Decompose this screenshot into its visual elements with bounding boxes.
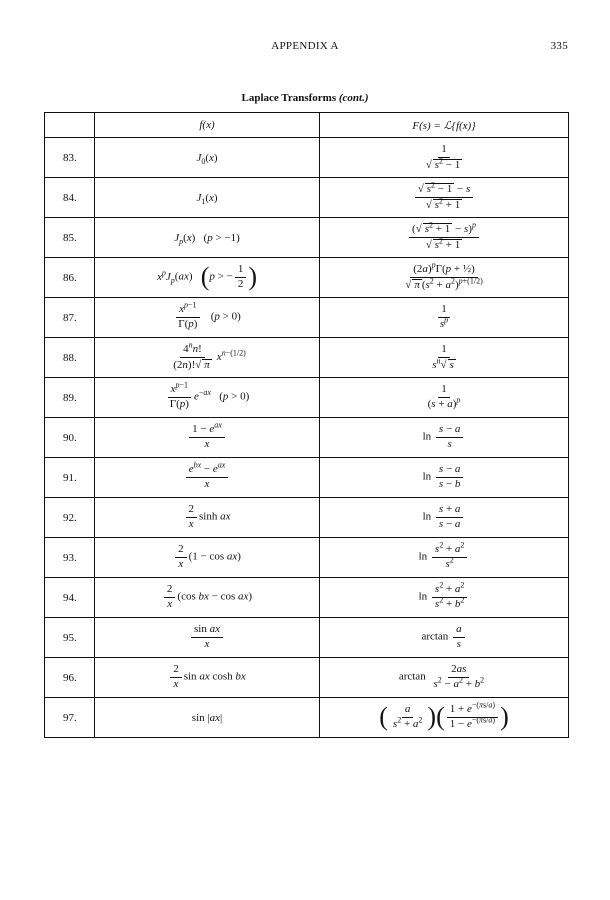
table-row [45,298,569,338]
row-number: 94. [45,578,95,618]
f-cell: $\frac{2}{x}$ (cos bx − cos ax) [95,578,320,618]
table-row [45,618,569,658]
f-cell: sin |ax| [95,698,320,738]
row-number: 86. [45,258,95,298]
f-cell: $\frac{4^nn!}{(2n)!√ \pi}$ $x^{n-(1/2)}$ [95,338,320,378]
f-cell: $\frac{x^{p-1}}{\Gamma(p)}$ (p > 0) [95,298,320,338]
page-number: 335 [550,40,568,52]
table-row [45,578,569,618]
table-row [45,178,569,218]
row-number: 88. [45,338,95,378]
F-cell: $\frac{1}{s^p}$ [320,298,569,338]
table-row [45,498,569,538]
table-row [45,658,569,698]
table-row [45,138,569,178]
table-header-row [45,113,569,138]
header-blank [45,113,95,138]
table-row [45,698,569,738]
row-number: 93. [45,538,95,578]
header-F: F(s) = ℒ{f(x)} [320,113,569,138]
f-cell: $\frac{2}{x}$ (1 − cos ax) [95,538,320,578]
running-title: APPENDIX A [271,40,339,52]
row-number: 91. [45,458,95,498]
row-number: 89. [45,378,95,418]
table-title-text: Laplace Transforms [241,92,337,104]
table-row [45,218,569,258]
F-cell: arctan $\frac{2as}{s^2 - a^2 + b^2}$ [320,658,569,698]
table-title-suffix: (cont.) [338,92,369,104]
F-cell: $(2a)^p\Gamma(p$ + ½) √ π $(s^2 + a^2)^{p+(1/2)}$ [320,258,569,298]
table-row [45,538,569,578]
f-cell: $\frac{e^{bx} - e^{ax}}{x}$ [95,458,320,498]
f-cell: $\frac{2}{x}$ sin ax cosh bx [95,658,320,698]
F-cell: ( $\frac{a}{s^2 + a^2}$ )( $\frac{1 + e^{-(\pi s/a)}}{1 - e^{-(\pi s/a)}}$ ) [320,698,569,738]
F-cell: (√ $s^2 + 1 - s)^p$ √ $s^2 + 1$ [320,218,569,258]
F-cell: ln $\frac{s - a}{s - b}$ [320,458,569,498]
F-cell: √ $s^2 - 1 - s$ √ $s^2 + 1$ [320,178,569,218]
F-cell: ln $\frac{s - a}{s}$ [320,418,569,458]
f-cell: $J_p(x) (p > -1)$ [95,218,320,258]
row-number: 90. [45,418,95,458]
f-cell: $x^pJ_p(ax) (p$ > − $\frac{1}{2}$ ) [95,258,320,298]
F-cell: ln $\frac{s + a}{s - a}$ [320,498,569,538]
row-number: 95. [45,618,95,658]
row-number: 83. [45,138,95,178]
row-number: 87. [45,298,95,338]
F-cell: ln $\frac{s^2 + a^2}{s^2 + b^2}$ [320,578,569,618]
F-cell: $\frac{1}{s^n√ s}$ [320,338,569,378]
row-number: 85. [45,218,95,258]
table-row [45,378,569,418]
row-number: 84. [45,178,95,218]
row-number: 92. [45,498,95,538]
f-cell: $\frac{x^{p-1}}{\Gamma(p)}$ $e^{-ax}$ (p > 0) [95,378,320,418]
F-cell: $\frac{1}{(s + a)^p}$ [320,378,569,418]
table-row [45,338,569,378]
table-row [45,258,569,298]
laplace-table [44,112,569,738]
row-number: 97. [45,698,95,738]
running-header [0,40,610,56]
F-cell: arctan $\frac{a}{s}$ [320,618,569,658]
F-cell: ln $\frac{s^2 + a^2}{s^2}$ [320,538,569,578]
F-cell: 1 √ $s^2 - 1$ [320,138,569,178]
f-cell: $\frac{\text{sin ax}}{x}$ [95,618,320,658]
header-f: f(x) [95,113,320,138]
f-cell: $J_0(x)$ [95,138,320,178]
f-cell: $\frac{2}{x}$ sinh ax [95,498,320,538]
f-cell: $J_1(x)$ [95,178,320,218]
table-row [45,418,569,458]
row-number: 96. [45,658,95,698]
table-title [0,92,610,104]
f-cell: $\frac{1 - e^{ax}}{x}$ [95,418,320,458]
table-row [45,458,569,498]
